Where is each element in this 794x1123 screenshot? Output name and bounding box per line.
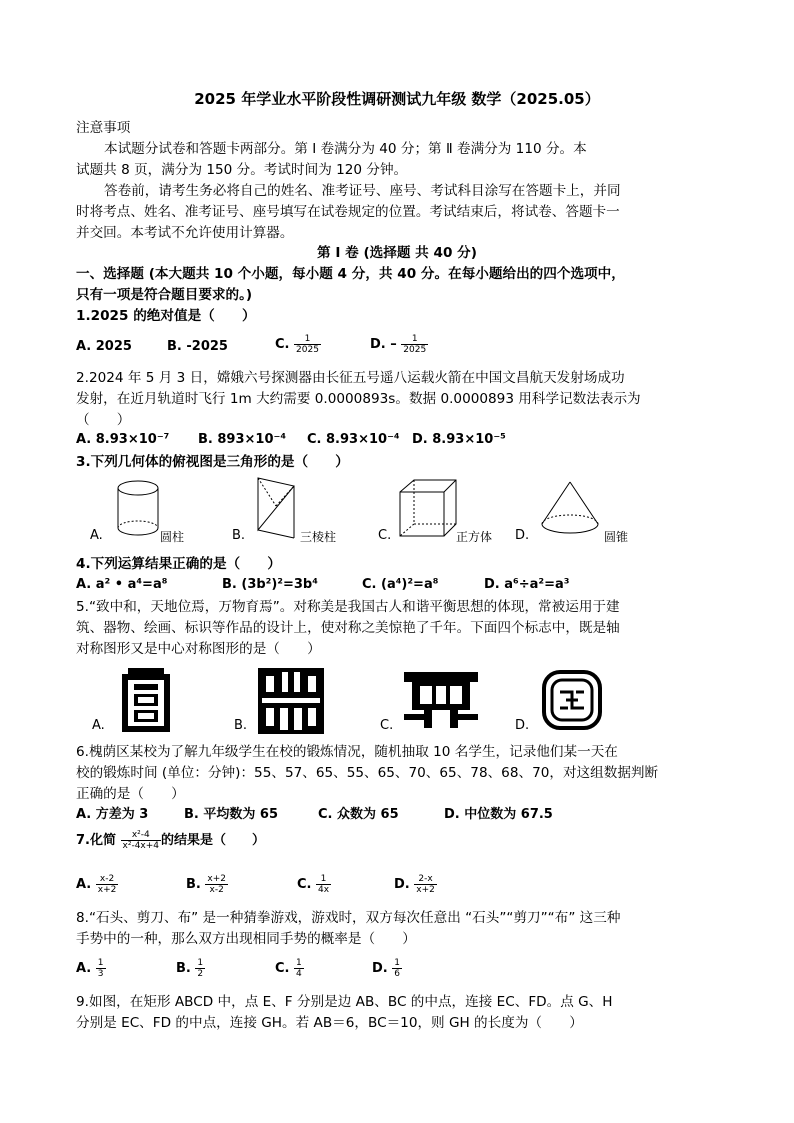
notice-line: 答卷前，请考生务必将自己的姓名、准考证号、座号、考试科目涂写在答题卡上，并同 xyxy=(104,183,621,199)
q5-line: 5.“致中和，天地位焉，万物育焉”。对称美是我国古人和谐平衡思想的体现，常被运用于建 xyxy=(76,599,620,615)
notice-heading: 注意事项 xyxy=(76,120,131,136)
q1-option-c-fraction xyxy=(294,334,321,355)
q3-label-a: A. xyxy=(90,528,103,543)
q8-option-d-fraction xyxy=(392,958,402,979)
q2-line: 2.2024 年 5 月 3 日，嫦娥六号探测器由长征五号遥八运载火箭在中国文昌航天发射场成功 xyxy=(76,370,625,386)
q5-line: 筑、器物、绘画、标识等作品的设计上，使对称之美惊艳了千年。下面四个标志中，既是轴 xyxy=(76,620,620,636)
cone-figure xyxy=(538,480,602,540)
q8-option-c-prefix: C. xyxy=(275,961,290,976)
q2-line: 发射，在近月轨道时飞行 1m 大约需要 0.0000893s。数据 0.0000893 用科学记数法表示为 xyxy=(76,391,641,407)
section1-line: 一、选择题 (本大题共 10 个小题，每小题 4 分，共 40 分。在每小题给出的四个选项中， xyxy=(76,266,625,282)
q7-option-d xyxy=(394,874,437,895)
q8-option-b xyxy=(176,958,205,979)
q6-line: 校的锻炼时间 (单位：分钟)：55、57、65、55、65、70、65、78、68、70，对这组数据判断 xyxy=(76,765,659,781)
q8-option-a-fraction xyxy=(96,958,106,979)
q9-line: 9.如图，在矩形 ABCD 中，点 E、F 分别是边 AB、BC 的中点，连接 EC、FD。点 G、H xyxy=(76,994,613,1010)
fraction-denominator: x+2 xyxy=(416,885,435,895)
cube-figure xyxy=(398,478,460,540)
q3-name-cone: 圆锥 xyxy=(604,530,629,544)
q6-line: 正确的是（ ） xyxy=(76,786,185,802)
q2-option-a: A. 8.93×10⁻⁷ xyxy=(76,432,170,447)
page-title: 2025 年学业水平阶段性调研测试九年级 数学（2025.05） xyxy=(194,90,600,108)
q7-option-b-fraction xyxy=(205,874,228,895)
q1-option-c xyxy=(275,334,321,355)
q7-option-a xyxy=(76,874,118,895)
fraction-denominator: 4x xyxy=(318,885,330,895)
q8-option-b-prefix: B. xyxy=(176,961,191,976)
fraction-numerator: 1 xyxy=(97,958,104,968)
notice-line: 时将考点、姓名、准考证号、座号填写在试卷规定的位置。考试结束后，将试卷、答题卡一 xyxy=(76,204,620,220)
fraction-numerator: 1 xyxy=(296,958,302,968)
fraction-numerator: 1 xyxy=(197,958,204,968)
q6-line: 6.槐荫区某校为了解九年级学生在校的锻炼情况，随机抽取 10 名学生，记录他们某一天在 xyxy=(76,744,618,760)
fraction-denominator: x+2 xyxy=(97,885,117,895)
fraction-denominator: x-2 xyxy=(209,885,224,895)
logo-b-figure xyxy=(258,668,324,734)
q4-option-d: D. a⁶÷a²=a³ xyxy=(484,577,570,592)
q1-option-a: A. 2025 xyxy=(76,339,132,354)
q8-option-d-prefix: D. xyxy=(372,961,388,976)
fraction-denominator: 6 xyxy=(394,969,400,979)
q8-option-c xyxy=(275,958,304,979)
q2-option-c: C. 8.93×10⁻⁴ xyxy=(307,432,400,447)
fraction-numerator: 1 xyxy=(401,334,428,345)
q6-option-c: C. 众数为 65 xyxy=(318,807,399,822)
q5-label-a: A. xyxy=(92,718,105,733)
q8-option-b-fraction xyxy=(195,958,205,979)
q1-option-c-prefix: C. xyxy=(275,337,290,352)
q8-line: 手势中的一种，那么双方出现相同手势的概率是（ ） xyxy=(76,931,416,947)
fraction-denominator: 4 xyxy=(296,969,302,979)
q5-label-c: C. xyxy=(380,718,394,733)
fraction-denominator: 2 xyxy=(197,969,204,979)
q2-line: （ ） xyxy=(76,412,131,428)
fraction-denominator: 3 xyxy=(97,969,104,979)
q3-stem: 3.下列几何体的俯视图是三角形的是（ ） xyxy=(76,454,349,470)
q4-stem: 4.下列运算结果正确的是（ ） xyxy=(76,556,281,572)
q6-option-a: A. 方差为 3 xyxy=(76,807,149,822)
fraction-denominator: x²-4x+4 xyxy=(122,841,160,851)
q9-line: 分别是 EC、FD 的中点，连接 GH。若 AB＝6，BC＝10，则 GH 的长度为（ ） xyxy=(76,1015,583,1031)
q5-label-d: D. xyxy=(515,718,530,733)
fraction-numerator: 1 xyxy=(294,334,321,345)
q6-option-b: B. 平均数为 65 xyxy=(184,807,278,822)
fraction-denominator: 2025 xyxy=(296,345,319,355)
fraction-numerator: 1 xyxy=(394,958,400,968)
q5-label-b: B. xyxy=(234,718,248,733)
notice-line: 本试题分试卷和答题卡两部分。第 Ⅰ 卷满分为 40 分；第 Ⅱ 卷满分为 110 分。本 xyxy=(104,141,587,157)
fraction-denominator: 2025 xyxy=(403,345,427,355)
q7-fraction xyxy=(121,830,162,851)
cylinder-figure xyxy=(108,478,168,540)
q6-option-d: D. 中位数为 67.5 xyxy=(444,807,553,822)
q8-line: 8.“石头、剪刀、布” 是一种猜拳游戏，游戏时，双方每次任意出 “石头”“剪刀”“布” 这三种 xyxy=(76,910,621,926)
q7-option-c-fraction xyxy=(316,874,331,895)
logo-d-figure xyxy=(540,668,604,732)
q7-option-b xyxy=(186,874,228,895)
q4-option-a: A. a² • a⁴=a⁸ xyxy=(76,577,168,592)
q3-name-prism: 三棱柱 xyxy=(300,530,337,544)
fraction-numerator: x²-4 xyxy=(121,830,162,841)
fraction-numerator: 2-x xyxy=(414,874,437,885)
q7-option-a-prefix: A. xyxy=(76,877,92,892)
q3-name-cube: 正方体 xyxy=(456,530,493,544)
logo-a-figure xyxy=(120,668,172,732)
q3-label-d: D. xyxy=(515,528,530,543)
notice-line: 试题共 8 页，满分为 150 分。考试时间为 120 分钟。 xyxy=(76,162,408,178)
section1-line: 只有一项是符合题目要求的。) xyxy=(76,287,253,303)
q2-option-d: D. 8.93×10⁻⁵ xyxy=(412,432,506,447)
q7-option-d-fraction xyxy=(414,874,437,895)
q3-label-c: C. xyxy=(378,528,392,543)
q8-option-d xyxy=(372,958,402,979)
q7-option-c xyxy=(297,874,331,895)
q5-line: 对称图形又是中心对称图形的是（ ） xyxy=(76,641,321,657)
q1-option-d-fraction xyxy=(401,334,428,355)
q4-option-c: C. (a⁴)²=a⁸ xyxy=(362,577,439,592)
q7-option-c-prefix: C. xyxy=(297,877,312,892)
q1-option-d xyxy=(370,334,428,355)
q4-option-b: B. (3b²)²=3b⁴ xyxy=(222,577,318,592)
q3-label-b: B. xyxy=(232,528,246,543)
notice-line: 并交回。本考试不允许使用计算器。 xyxy=(76,225,294,241)
q8-option-a xyxy=(76,958,106,979)
q1-option-d-prefix: D. – xyxy=(370,337,397,352)
q3-name-cylinder: 圆柱 xyxy=(160,530,185,544)
q8-option-c-fraction xyxy=(294,958,304,979)
part1-title: 第 Ⅰ 卷 (选择题 共 40 分) xyxy=(317,245,477,261)
q7-option-a-fraction xyxy=(96,874,119,895)
q7-suffix: 的结果是（ ） xyxy=(161,833,266,848)
q7-prefix: 7.化简 xyxy=(76,833,116,848)
q7-option-b-prefix: B. xyxy=(186,877,201,892)
fraction-numerator: 1 xyxy=(316,874,331,885)
fraction-numerator: x+2 xyxy=(207,874,226,884)
q1-stem: 1.2025 的绝对值是（ ） xyxy=(76,308,256,324)
q7-stem xyxy=(76,830,265,851)
fraction-numerator: x-2 xyxy=(96,874,119,885)
logo-c-figure xyxy=(404,672,478,728)
q8-option-a-prefix: A. xyxy=(76,961,92,976)
q1-option-b: B. -2025 xyxy=(167,339,228,354)
q7-option-d-prefix: D. xyxy=(394,877,410,892)
q2-option-b: B. 893×10⁻⁴ xyxy=(198,432,287,447)
